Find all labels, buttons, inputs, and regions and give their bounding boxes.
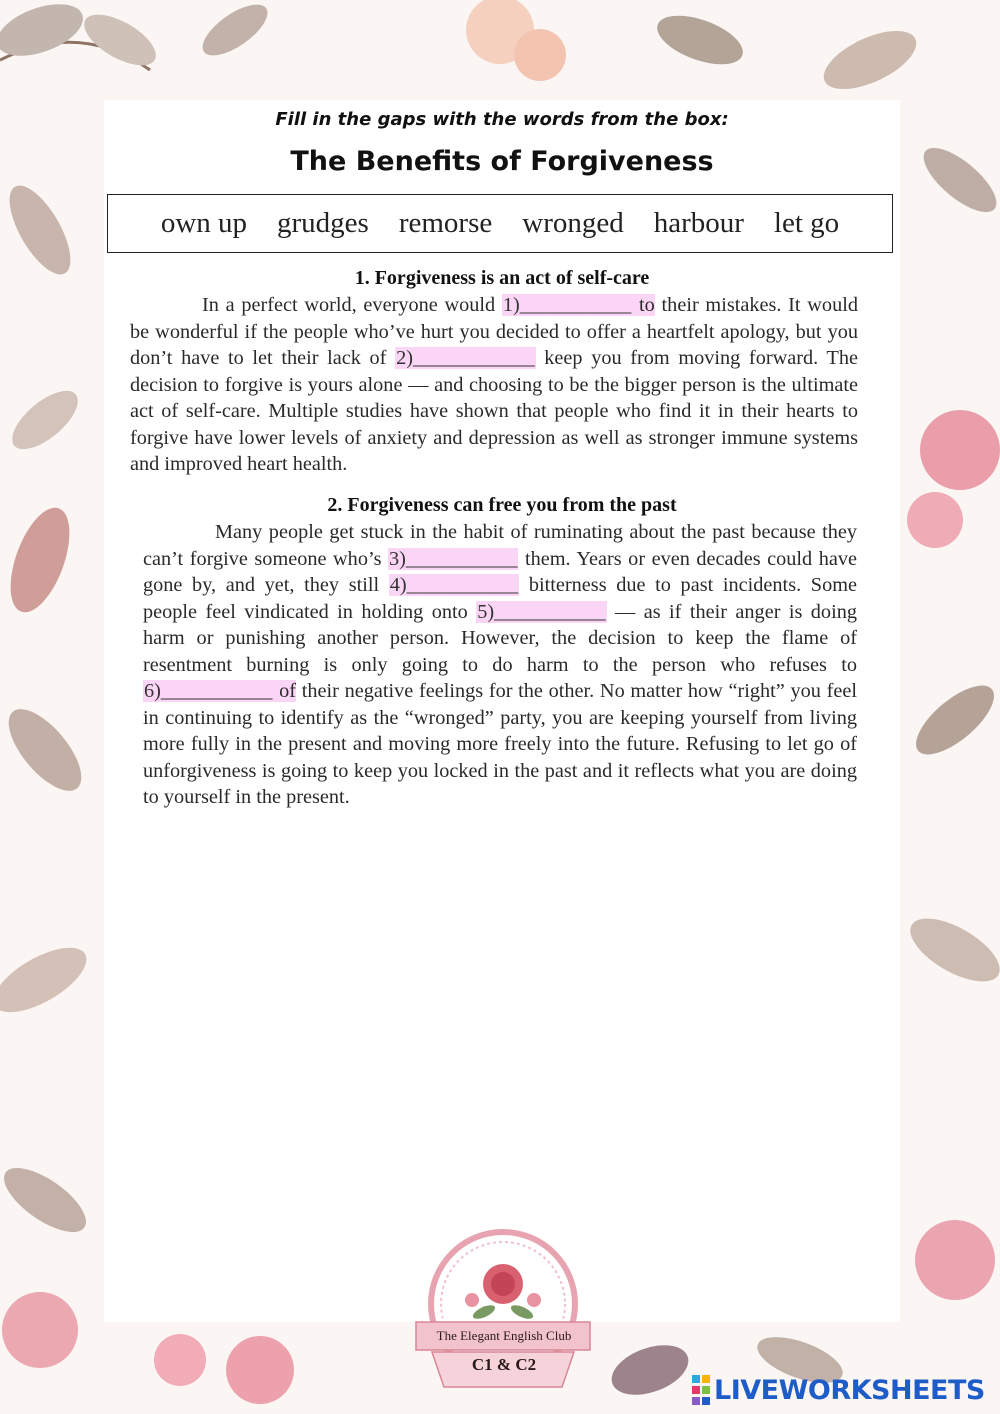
liveworksheets-logo[interactable] bbox=[692, 1373, 985, 1407]
section2-paragraph bbox=[143, 519, 857, 811]
section1-text: their mistakes. It would be wonderful if the people who’ve hurt you decided to offer a heartfelt apology, but you don’t have to let their lack of bbox=[130, 294, 858, 369]
section1-text: to bbox=[632, 294, 655, 316]
word-box-item: let go bbox=[773, 207, 840, 239]
club-level: C1 & C2 bbox=[471, 1355, 537, 1374]
section1-text: keep you from moving forward. The decision to forgive is yours alone — and choosing to be the bigger person is the ultimate act of self-care. Multiple studies have shown that people who find it in their hearts to forgive have lower levels of anxiety and depression as well as stronger immune systems and improved heart health. bbox=[130, 347, 858, 475]
gap-2-input[interactable]: 2)____________ bbox=[396, 347, 535, 369]
word-box bbox=[107, 194, 893, 253]
section2-heading: 2. Forgiveness can free you from the past bbox=[327, 494, 677, 516]
liveworksheets-icon bbox=[692, 1375, 710, 1405]
section1-heading: 1. Forgiveness is an act of self-care bbox=[354, 267, 650, 289]
club-name: The Elegant English Club bbox=[436, 1328, 572, 1343]
instruction-text: Fill in the gaps with the words from the box: bbox=[275, 109, 729, 130]
section2-text: bitterness due to past incidents. Some people feel vindicated in holding onto bbox=[143, 574, 857, 623]
section1-text: In a perfect world, everyone would bbox=[202, 294, 502, 316]
liveworksheets-wordmark: LIVEWORKSHEETS bbox=[714, 1374, 985, 1406]
word-box-item: wronged bbox=[522, 207, 624, 239]
section2-text: — as if their anger is doing harm or punishing another person. However, the decision to keep the flame of resentment burning is only going to do harm to the person who refuses to bbox=[143, 600, 857, 676]
section2-text: them. Years or even decades could have gone by, and yet, they still bbox=[143, 547, 857, 596]
word-box-item: harbour bbox=[653, 207, 744, 239]
gap-1-input[interactable]: 1)___________ bbox=[502, 294, 632, 316]
section2-text: their negative feelings for the other. No matter how “right” you feel in continuing to identify as the “wronged” party, you are keeping yourself from living more fully in the present and moving more freely into the future. Refusing to let go of unforgiveness is going to keep you locked in the past and it reflects what you are doing to yourself in the present. bbox=[143, 680, 857, 808]
club-badge-logo bbox=[412, 1222, 594, 1414]
worksheet-page bbox=[104, 100, 900, 1322]
word-box-item: grudges bbox=[277, 207, 369, 239]
word-box-item: own up bbox=[160, 207, 248, 239]
gap-4-input[interactable]: 4)___________ bbox=[389, 574, 519, 596]
gap-3-input[interactable]: 3)___________ bbox=[389, 547, 518, 570]
section2-text: of bbox=[273, 680, 297, 702]
gap-5-input[interactable]: 5)___________ bbox=[477, 600, 606, 623]
section1-paragraph bbox=[130, 292, 858, 478]
section2-text: Many people get stuck in the habit of ruminating about the past because they can’t forgive someone who’s bbox=[143, 521, 857, 570]
word-box-item: remorse bbox=[398, 207, 493, 239]
gap-6-input[interactable]: 6)___________ bbox=[144, 680, 273, 702]
worksheet-title: The Benefits of Forgiveness bbox=[290, 146, 714, 177]
